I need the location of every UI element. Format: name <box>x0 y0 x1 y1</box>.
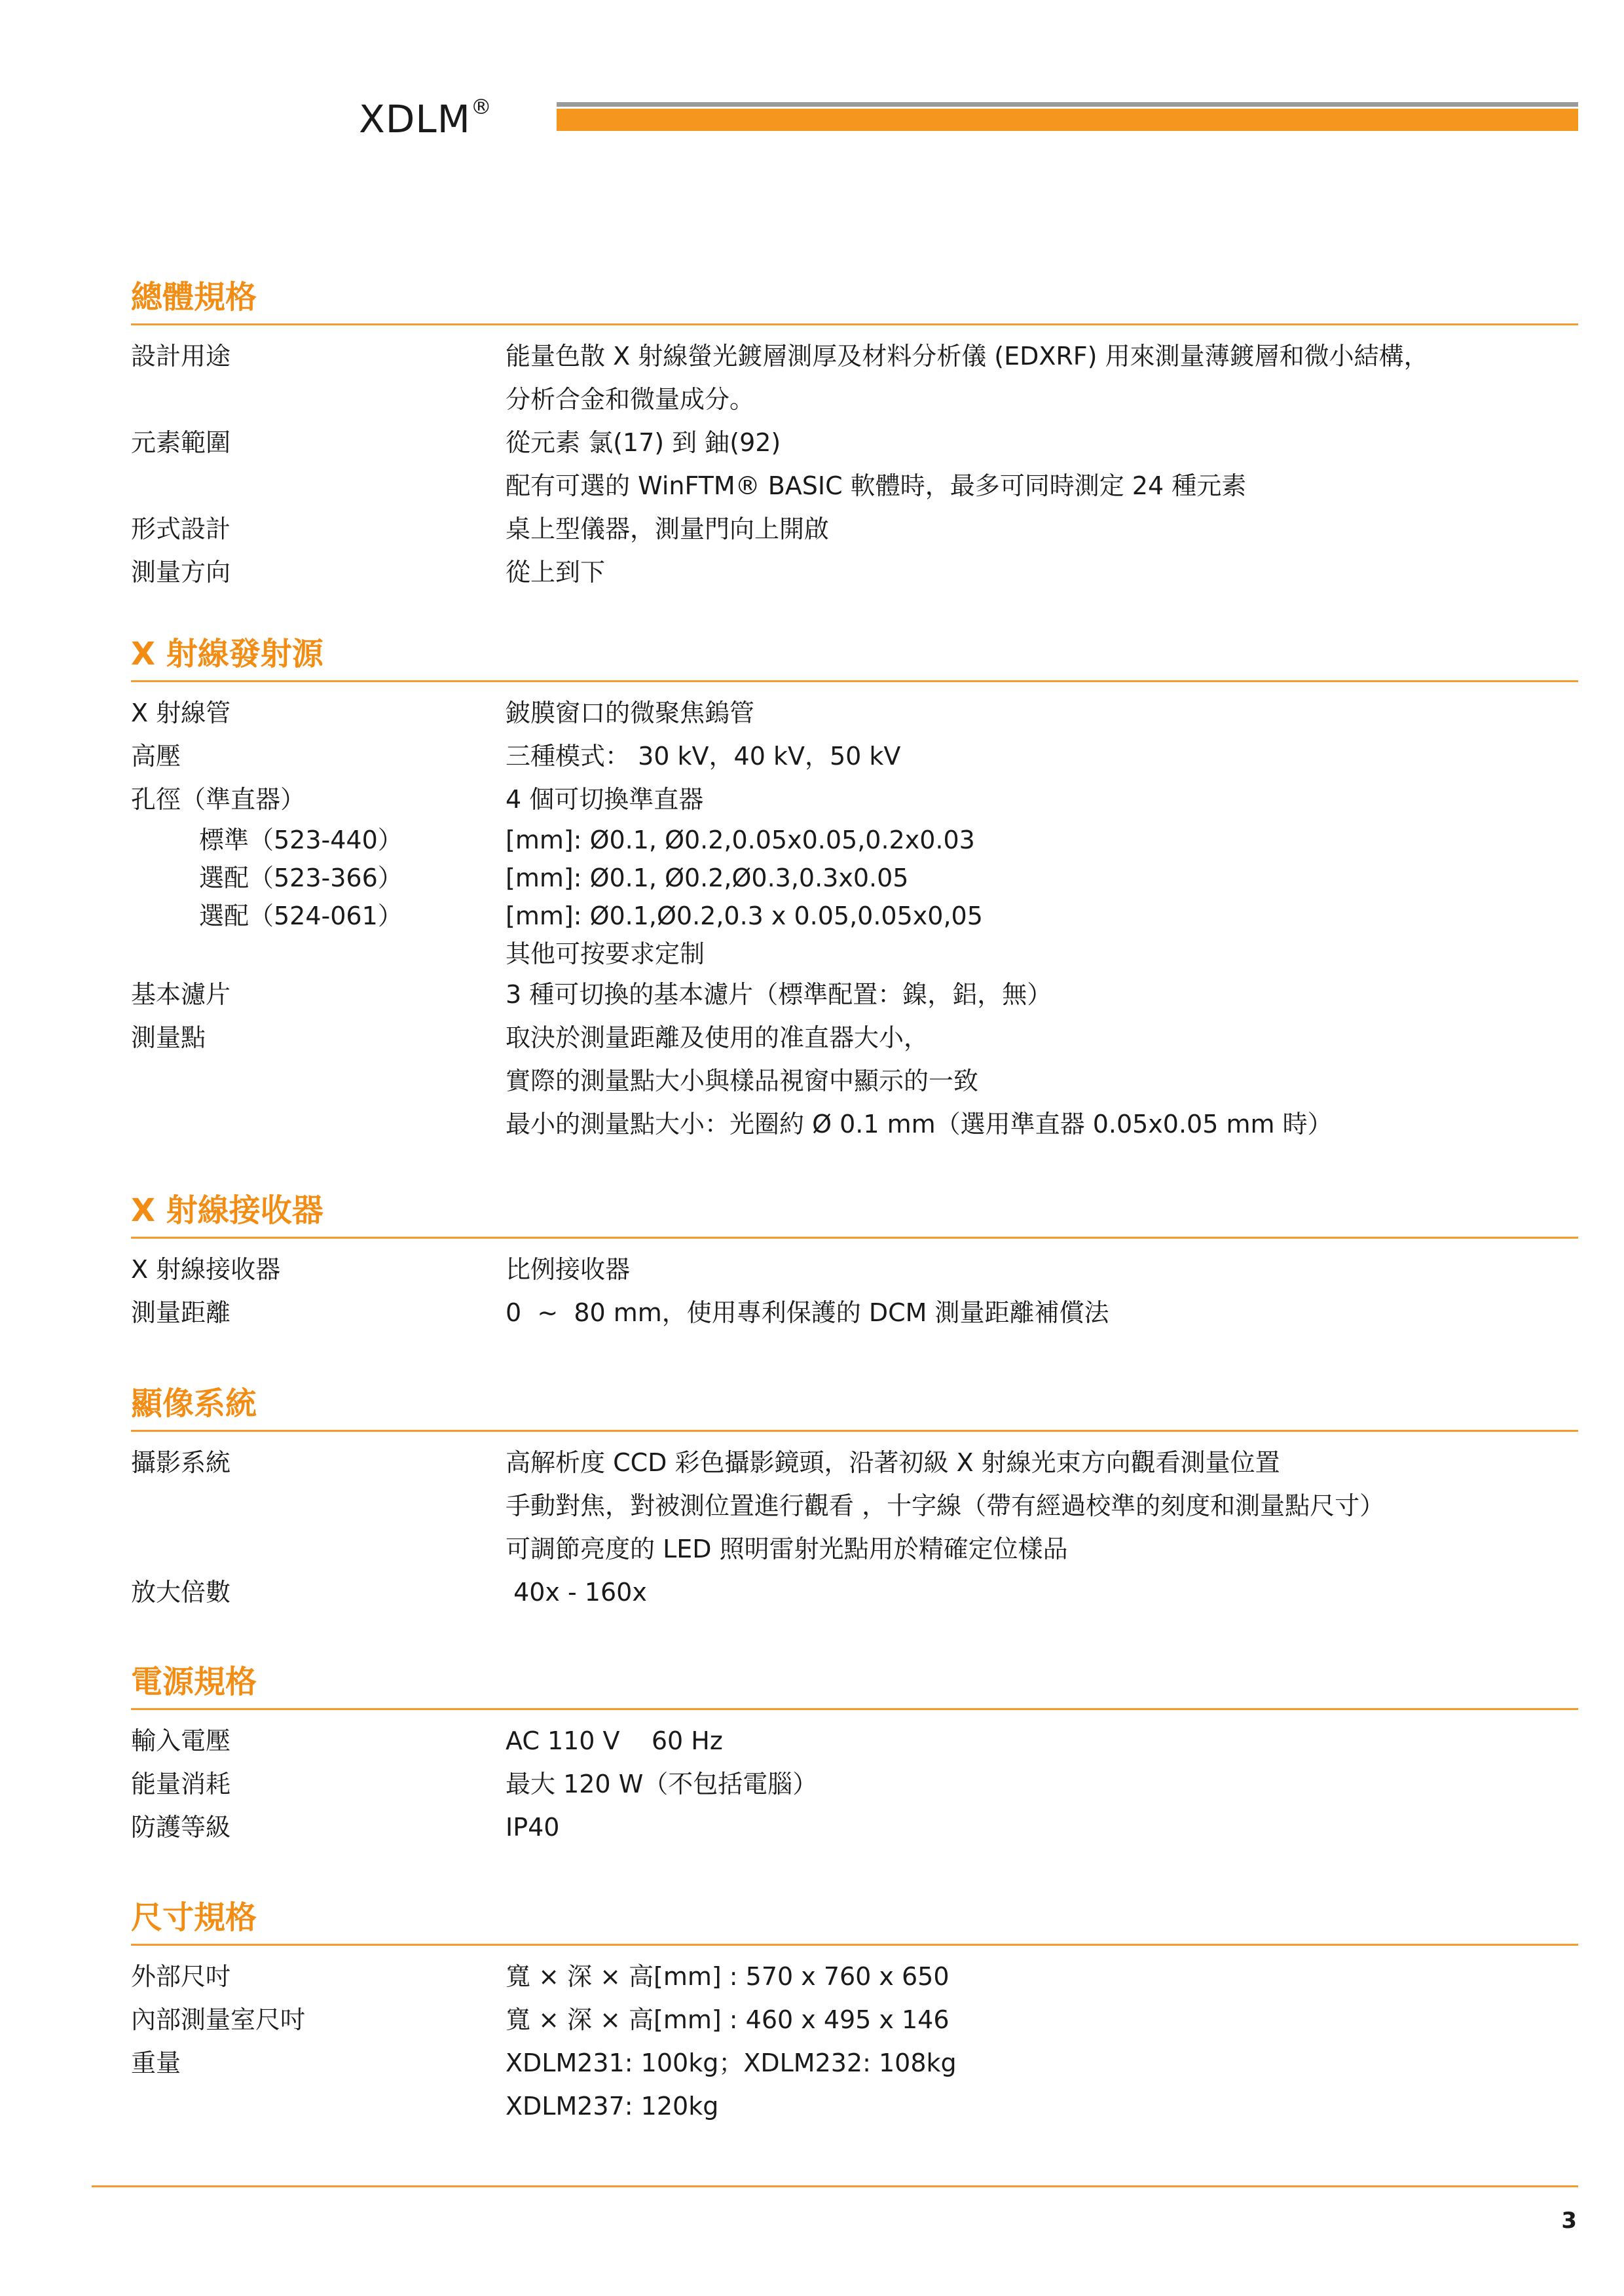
spec-value-line: 桌上型儀器，測量門向上開啟 <box>506 515 830 543</box>
spec-rows <box>131 691 1578 1146</box>
spec-value-line: [mm]: Ø0.1, Ø0.2,Ø0.3,0.3x0.05 <box>506 864 909 892</box>
spec-row <box>131 507 1578 551</box>
spec-row <box>131 691 1578 735</box>
spec-label: 標準（523-440） <box>199 826 403 854</box>
spec-label: 基本濾片 <box>131 980 231 1009</box>
spec-row <box>131 859 1578 897</box>
header-bar-grey <box>557 102 1578 107</box>
spec-value-line: 40x - 160x <box>506 1578 647 1607</box>
spec-value <box>506 1016 1578 1146</box>
spec-row <box>131 973 1578 1016</box>
spec-value <box>506 1291 1578 1334</box>
product-name: XDLM <box>359 97 471 141</box>
spec-value-line: 分析合金和微量成分。 <box>506 385 755 414</box>
spec-row <box>131 1955 1578 1998</box>
spec-label: 攝影系統 <box>131 1448 231 1477</box>
spec-label: 放大倍數 <box>131 1578 231 1607</box>
spec-label: 選配（523-366） <box>199 864 403 892</box>
spec-row <box>131 1998 1578 2041</box>
spec-row <box>131 2041 1578 2128</box>
section-title: 顯像系統 <box>131 1385 257 1422</box>
section-xray-source <box>131 632 1578 1146</box>
spec-value-line: [mm]: Ø0.1, Ø0.2,0.05x0.05,0.2x0.03 <box>506 826 975 854</box>
section-xray-detector <box>131 1188 1578 1334</box>
spec-value <box>506 1571 1578 1614</box>
spec-value <box>506 1762 1578 1806</box>
section-rule <box>131 1237 1578 1239</box>
page-number: 3 <box>1561 2208 1577 2234</box>
spec-value <box>506 551 1578 594</box>
spec-value-line: 手動對焦，對被測位置進行觀看 ，十字線（帶有經過校準的刻度和測量點尺寸） <box>506 1491 1385 1520</box>
spec-rows <box>131 1248 1578 1334</box>
spec-row <box>131 1762 1578 1806</box>
section-power <box>131 1660 1578 1849</box>
section-rule <box>131 1708 1578 1710</box>
spec-value <box>506 821 1578 859</box>
spec-row <box>131 1248 1578 1291</box>
section-imaging <box>131 1381 1578 1614</box>
spec-row <box>131 551 1578 594</box>
section-rule <box>131 1944 1578 1946</box>
spec-row <box>131 421 1578 507</box>
spec-label: X 射線接收器 <box>131 1255 281 1284</box>
spec-value-line: 高解析度 CCD 彩色攝影鏡頭，沿著初級 X 射線光束方向觀看測量位置 <box>506 1448 1280 1477</box>
spec-row <box>131 778 1578 821</box>
spec-value <box>506 859 1578 897</box>
spec-value-line: 能量色散 X 射線螢光鍍層測厚及材料分析儀 (EDXRF) 用來測量薄鍍層和微小結構， <box>506 342 1429 371</box>
spec-value-line: 比例接收器 <box>506 1255 631 1284</box>
spec-value-line: 實際的測量點大小與樣品視窗中顯示的一致 <box>506 1066 979 1095</box>
spec-label: 元素範圍 <box>131 428 231 457</box>
spec-value-line: 從元素 氯(17) 到 鈾(92) <box>506 428 781 457</box>
spec-label: 外部尺吋 <box>131 1962 231 1991</box>
spec-value <box>506 1955 1578 1998</box>
product-title <box>359 94 492 141</box>
spec-value-line: 0 ~ 80 mm，使用專利保護的 DCM 測量距離補償法 <box>506 1298 1109 1327</box>
spec-value-line: 4 個可切換準直器 <box>506 785 704 814</box>
spec-label: 測量距離 <box>131 1298 231 1327</box>
section-title: 尺寸規格 <box>131 1899 257 1936</box>
spec-value <box>506 507 1578 551</box>
spec-value-line: IP40 <box>506 1813 560 1842</box>
spec-value-line: 可調節亮度的 LED 照明雷射光點用於精確定位樣品 <box>506 1535 1068 1563</box>
spec-value-line: 鈹膜窗口的微聚焦鎢管 <box>506 699 755 727</box>
header-bar-orange <box>557 109 1578 131</box>
spec-value-line: XDLM237: 120kg <box>506 2092 719 2121</box>
spec-value <box>506 1441 1578 1571</box>
spec-row <box>131 1441 1578 1571</box>
spec-rows <box>131 1955 1578 2128</box>
spec-value <box>506 421 1578 507</box>
section-title: X 射線發射源 <box>131 636 323 672</box>
spec-value <box>506 1719 1578 1762</box>
spec-row <box>131 821 1578 859</box>
spec-value <box>506 897 1578 973</box>
spec-value-line: [mm]: Ø0.1,Ø0.2,0.3 x 0.05,0.05x0,05 <box>506 902 983 930</box>
section-title: 電源規格 <box>131 1664 257 1700</box>
spec-rows <box>131 1441 1578 1614</box>
spec-label: 高壓 <box>131 742 181 771</box>
spec-label: X 射線管 <box>131 699 231 727</box>
spec-value-line: XDLM231: 100kg；XDLM232: 108kg <box>506 2049 957 2077</box>
spec-label: 孔徑（準直器） <box>131 785 306 814</box>
section-rule <box>131 323 1578 325</box>
spec-row <box>131 897 1578 973</box>
spec-value-line: AC 110 V 60 Hz <box>506 1726 723 1755</box>
spec-value-line: 取決於測量距離及使用的准直器大小， <box>506 1023 929 1052</box>
spec-row <box>131 1571 1578 1614</box>
spec-label: 能量消耗 <box>131 1770 231 1798</box>
spec-label: 形式設計 <box>131 515 231 543</box>
spec-value <box>506 1248 1578 1291</box>
spec-label: 測量方向 <box>131 558 231 587</box>
spec-label: 選配（524-061） <box>199 902 403 930</box>
section-general <box>131 275 1578 594</box>
footer-rule <box>92 2185 1578 2187</box>
spec-value <box>506 1806 1578 1849</box>
spec-label: 內部測量室尺吋 <box>131 2005 306 2034</box>
spec-value-line: 寬 × 深 × 高[mm] : 570 x 760 x 650 <box>506 1962 950 1991</box>
spec-row <box>131 1719 1578 1762</box>
section-title: X 射線接收器 <box>131 1192 323 1229</box>
spec-label: 輸入電壓 <box>131 1726 231 1755</box>
spec-value <box>506 691 1578 735</box>
spec-value-line: 最大 120 W（不包括電腦） <box>506 1770 818 1798</box>
spec-row <box>131 335 1578 421</box>
spec-value <box>506 335 1578 421</box>
spec-value <box>506 973 1578 1016</box>
spec-value-line: 其他可按要求定制 <box>506 939 705 968</box>
spec-value <box>506 735 1578 778</box>
spec-row <box>131 1806 1578 1849</box>
spec-value-line: 從上到下 <box>506 558 606 587</box>
section-title: 總體規格 <box>131 279 257 316</box>
registered-mark: ® <box>470 94 492 119</box>
section-rule <box>131 1430 1578 1432</box>
spec-value-line: 最小的測量點大小：光圈約 Ø 0.1 mm（選用準直器 0.05x0.05 mm 時） <box>506 1110 1333 1139</box>
spec-row <box>131 1291 1578 1334</box>
spec-value-line: 配有可選的 WinFTM® BASIC 軟體時，最多可同時測定 24 種元素 <box>506 471 1247 500</box>
section-rule <box>131 680 1578 682</box>
spec-rows <box>131 335 1578 594</box>
spec-label: 設計用途 <box>131 342 231 371</box>
spec-value-line: 寬 × 深 × 高[mm] : 460 x 495 x 146 <box>506 2005 950 2034</box>
section-dimensions <box>131 1895 1578 2128</box>
spec-row <box>131 735 1578 778</box>
spec-label: 重量 <box>131 2049 181 2077</box>
spec-value-line: 3 種可切換的基本濾片（標準配置：鎳，鋁，無） <box>506 980 1052 1009</box>
spec-row <box>131 1016 1578 1146</box>
spec-value <box>506 1998 1578 2041</box>
spec-rows <box>131 1719 1578 1849</box>
spec-value <box>506 778 1578 821</box>
spec-label: 測量點 <box>131 1023 206 1052</box>
spec-label: 防護等級 <box>131 1813 231 1842</box>
spec-value-line: 三種模式： 30 kV，40 kV，50 kV <box>506 742 901 771</box>
spec-value <box>506 2041 1578 2128</box>
